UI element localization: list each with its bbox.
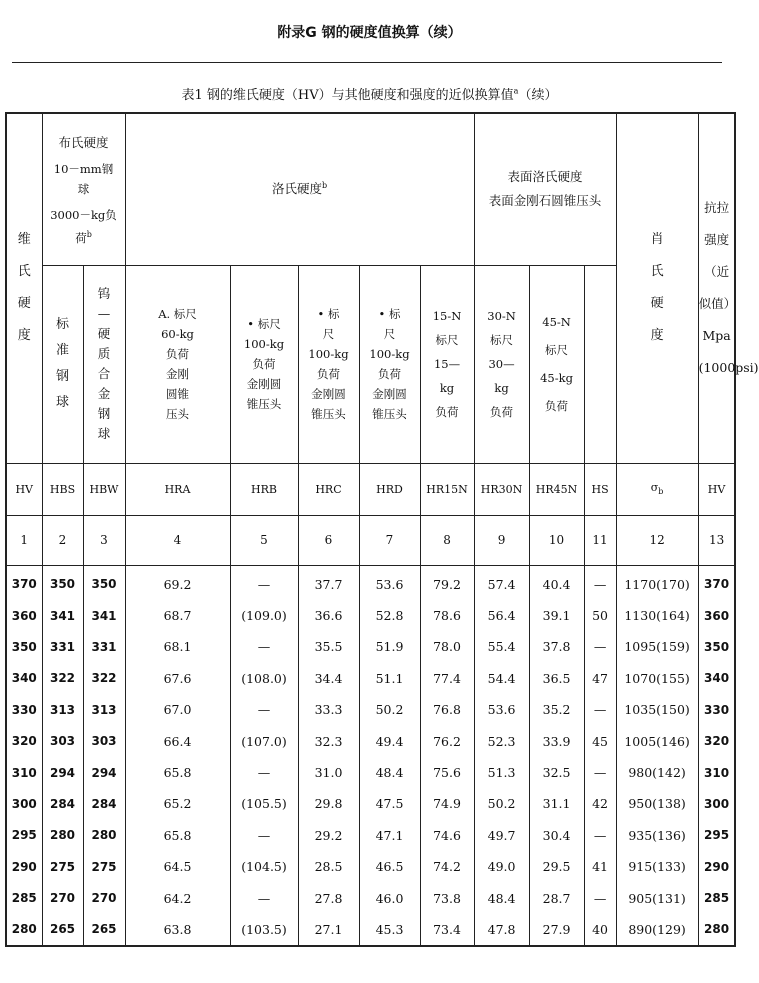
code-cell: HV	[6, 463, 42, 515]
table-cell: 33.9	[529, 725, 584, 756]
table-cell: 29.5	[529, 851, 584, 882]
shore-header	[616, 113, 698, 463]
hra-line: 金刚	[166, 367, 189, 381]
brinell-load: 3000－kg负荷$^b$	[50, 207, 117, 245]
table-cell: —	[230, 631, 298, 662]
table-cell: —	[584, 757, 616, 788]
code-cell: HV	[698, 463, 735, 515]
table-cell: 915(133)	[616, 851, 698, 882]
code-cell: HR15N	[420, 463, 474, 515]
hbw-line: 硬	[97, 326, 111, 341]
table-cell: 370	[698, 569, 735, 600]
table-cell: —	[584, 631, 616, 662]
table-cell: 270	[83, 882, 125, 913]
table-cell: 330	[6, 694, 42, 725]
hr15n-line: 负荷	[435, 405, 459, 419]
table-cell: 29.8	[298, 788, 359, 819]
table-cell: 47.5	[359, 788, 420, 819]
table-cell: 76.2	[420, 725, 474, 756]
table-cell: —	[584, 820, 616, 851]
table-row	[6, 788, 735, 819]
table-cell: 41	[584, 851, 616, 882]
shore-line: 度	[650, 328, 664, 344]
table-cell: 74.9	[420, 788, 474, 819]
table-cell: 57.4	[474, 569, 529, 600]
table-cell: 46.0	[359, 882, 420, 913]
tensile-line: （近似值）	[698, 264, 737, 312]
surface-sub: 表面金刚石圆锥压头	[488, 193, 602, 209]
table-cell: —	[230, 569, 298, 600]
table-cell: (107.0)	[230, 725, 298, 756]
table-cell: 65.8	[125, 757, 230, 788]
table-cell: 49.0	[474, 851, 529, 882]
table-row	[6, 569, 735, 600]
table-cell: —	[230, 820, 298, 851]
hra-header	[125, 265, 230, 463]
table-cell: 350	[83, 569, 125, 600]
table-cell: 284	[83, 788, 125, 819]
caption-suffix: （续）	[518, 88, 558, 103]
hr45n-line: 45-kg	[540, 371, 573, 385]
table-cell: 1095(159)	[616, 631, 698, 662]
hrd-line: 100-kg	[369, 347, 410, 361]
table-cell: 54.4	[474, 663, 529, 694]
table-cell: 42	[584, 788, 616, 819]
table-cell: (104.5)	[230, 851, 298, 882]
column-number-cell: 4	[125, 515, 230, 565]
column-number-cell: 10	[529, 515, 584, 565]
table-cell: 47.8	[474, 914, 529, 946]
code-row	[6, 463, 735, 515]
hr45n-header	[529, 265, 584, 463]
hr30n-line: 标尺	[490, 333, 514, 347]
hbw-line: 球	[97, 426, 111, 441]
table-cell: (105.5)	[230, 788, 298, 819]
table-cell: 905(131)	[616, 882, 698, 913]
hr15n-header	[420, 265, 474, 463]
hrc-line: 100-kg	[308, 347, 349, 361]
table-cell: 73.8	[420, 882, 474, 913]
column-number-cell: 3	[83, 515, 125, 565]
table-cell: (109.0)	[230, 600, 298, 631]
hbs-line: 钢	[55, 369, 69, 384]
hr30n-line: kg	[494, 381, 509, 395]
table-cell: —	[230, 882, 298, 913]
hr45n-line: 45-N	[542, 315, 571, 329]
column-number-cell: 6	[298, 515, 359, 565]
code-cell: HBW	[83, 463, 125, 515]
table-cell: 290	[698, 851, 735, 882]
table-cell: 50	[584, 600, 616, 631]
table-cell: —	[584, 569, 616, 600]
table-cell: 64.5	[125, 851, 230, 882]
table-cell: 285	[698, 882, 735, 913]
table-cell: 320	[6, 725, 42, 756]
table-cell: 36.6	[298, 600, 359, 631]
hardness-table	[5, 112, 759, 947]
table-cell: 45	[584, 725, 616, 756]
table-cell: 300	[6, 788, 42, 819]
hr15n-line: kg	[439, 381, 455, 395]
code-cell: HS	[584, 463, 616, 515]
hra-line: 压头	[166, 407, 189, 421]
table-cell: 64.2	[125, 882, 230, 913]
table-cell: 294	[83, 757, 125, 788]
hrc-line: • 标	[317, 307, 340, 321]
tensile-header	[698, 113, 759, 463]
table-cell: 300	[698, 788, 735, 819]
table-cell: 47.1	[359, 820, 420, 851]
hrb-line: 锥压头	[246, 397, 282, 411]
table-cell: 360	[698, 600, 735, 631]
table-cell: 1170(170)	[616, 569, 698, 600]
table-cell: 51.1	[359, 663, 420, 694]
table-cell: 265	[83, 914, 125, 946]
hr45n-line: 负荷	[545, 399, 569, 413]
table-cell: 46.5	[359, 851, 420, 882]
table-cell: 275	[42, 851, 83, 882]
column-number-cell: 11	[584, 515, 616, 565]
column-number-cell: 8	[420, 515, 474, 565]
table-cell: 370	[6, 569, 42, 600]
brinell-ball: 10－mm钢球	[53, 161, 114, 196]
table-cell: 56.4	[474, 600, 529, 631]
table-cell: 341	[42, 600, 83, 631]
table-cell: —	[230, 694, 298, 725]
table-cell: 40.4	[529, 569, 584, 600]
table-cell: 303	[83, 725, 125, 756]
table-cell: 55.4	[474, 631, 529, 662]
table-cell: 35.2	[529, 694, 584, 725]
tensile-line: (1000psi)	[698, 360, 759, 376]
table-cell: 1130(164)	[616, 600, 698, 631]
table-cell: 350	[6, 631, 42, 662]
hra-line: 负荷	[166, 347, 189, 361]
table-cell: 950(138)	[616, 788, 698, 819]
table-row	[6, 757, 735, 788]
hbw-header	[83, 265, 125, 463]
hr15n-line: 15-N	[432, 309, 462, 323]
hr30n-line: 负荷	[490, 405, 514, 419]
table-cell: 360	[6, 600, 42, 631]
hr45n-line: 标尺	[545, 343, 569, 357]
code-cell: HRB	[230, 463, 298, 515]
table-cell: 284	[42, 788, 83, 819]
table-cell: 313	[83, 694, 125, 725]
column-number-cell: 13	[698, 515, 735, 565]
table-cell: 73.4	[420, 914, 474, 946]
column-number-cell: 7	[359, 515, 420, 565]
hv-left-line: 氏	[17, 264, 31, 280]
hrc-line: 金刚圆	[311, 387, 346, 401]
table-cell: 1070(155)	[616, 663, 698, 694]
table-cell: 27.1	[298, 914, 359, 946]
code-cell: $\sigma_b$	[616, 463, 698, 515]
table-cell: 322	[83, 663, 125, 694]
table-cell: 77.4	[420, 663, 474, 694]
table-row	[6, 631, 735, 662]
hra-line: A. 标尺	[158, 307, 197, 321]
table-cell: 295	[698, 820, 735, 851]
title-rule	[12, 62, 722, 63]
tensile-line: Mpa	[702, 328, 731, 344]
column-number-cell: 2	[42, 515, 83, 565]
table-cell: 50.2	[359, 694, 420, 725]
table-cell: 29.2	[298, 820, 359, 851]
table-cell: 52.3	[474, 725, 529, 756]
table-cell: 285	[6, 882, 42, 913]
table-cell: 53.6	[474, 694, 529, 725]
table-cell: 75.6	[420, 757, 474, 788]
table-row	[6, 663, 735, 694]
hr15n-line: 标尺	[435, 333, 459, 347]
table-cell: 340	[698, 663, 735, 694]
table-cell: —	[230, 757, 298, 788]
table-cell: 45.3	[359, 914, 420, 946]
brinell-title: 布氏硬度	[58, 134, 109, 150]
table-cell: —	[584, 694, 616, 725]
table-cell: 69.2	[125, 569, 230, 600]
hrb-line: 负荷	[252, 357, 276, 371]
surface-title: 表面洛氏硬度	[507, 169, 583, 185]
table-cell: 320	[698, 725, 735, 756]
hrd-line: 尺	[383, 327, 396, 341]
hbs-line: 标	[55, 317, 69, 332]
table-cell: 322	[42, 663, 83, 694]
tensile-line: 抗拉强度	[704, 200, 730, 248]
hv-left-header	[6, 113, 42, 463]
code-cell: HRC	[298, 463, 359, 515]
table-cell: 33.3	[298, 694, 359, 725]
table-cell: 1005(146)	[616, 725, 698, 756]
table-cell: 30.4	[529, 820, 584, 851]
table-row	[6, 851, 735, 882]
table-cell: (108.0)	[230, 663, 298, 694]
table-cell: 28.5	[298, 851, 359, 882]
hv-left-line: 硬	[17, 296, 31, 312]
hbs-line: 球	[55, 395, 69, 410]
hbw-line: 钢	[97, 406, 111, 421]
table-cell: 53.6	[359, 569, 420, 600]
hrd-line: 负荷	[378, 367, 401, 381]
table-cell: 32.3	[298, 725, 359, 756]
table-cell: 890(129)	[616, 914, 698, 946]
table-cell: 78.0	[420, 631, 474, 662]
table-cell: 270	[42, 882, 83, 913]
table-cell: 47	[584, 663, 616, 694]
table-cell: 49.7	[474, 820, 529, 851]
table-cell: 310	[698, 757, 735, 788]
table-cell: 66.4	[125, 725, 230, 756]
hbw-line: 合	[97, 366, 111, 381]
table-cell: 935(136)	[616, 820, 698, 851]
table-cell: 265	[42, 914, 83, 946]
table-cell: 67.0	[125, 694, 230, 725]
hbs-line: 准	[55, 343, 69, 358]
table-cell: 1035(150)	[616, 694, 698, 725]
table-cell: 350	[42, 569, 83, 600]
column-number-cell: 12	[616, 515, 698, 565]
table-cell: 37.7	[298, 569, 359, 600]
table-cell: 341	[83, 600, 125, 631]
table-row	[6, 725, 735, 756]
table-cell: 330	[698, 694, 735, 725]
hra-line: 圆锥	[166, 387, 189, 401]
brinell-header	[42, 113, 125, 265]
table-cell: 290	[6, 851, 42, 882]
table-cell: 74.2	[420, 851, 474, 882]
table-cell: 39.1	[529, 600, 584, 631]
table-cell: 51.9	[359, 631, 420, 662]
hbw-line: —	[97, 306, 111, 321]
table-cell: 280	[6, 914, 42, 946]
table-cell: 63.8	[125, 914, 230, 946]
hr30n-header	[474, 265, 529, 463]
table-cell: 40	[584, 914, 616, 946]
shore-line: 肖	[650, 232, 664, 248]
table-cell: 28.7	[529, 882, 584, 913]
hrd-line: 金刚圆	[372, 387, 407, 401]
table-cell: 280	[698, 914, 735, 946]
table-row	[6, 694, 735, 725]
table-cell: (103.5)	[230, 914, 298, 946]
table-cell: —	[584, 882, 616, 913]
table-cell: 313	[42, 694, 83, 725]
table-cell: 35.5	[298, 631, 359, 662]
hbs-header	[42, 265, 83, 463]
hr30n-line: 30-N	[487, 309, 516, 323]
code-cell: HBS	[42, 463, 83, 515]
caption-text: 表1 钢的维氏硬度（HV）与其他硬度和强度的近似换算值	[181, 88, 514, 103]
table-cell: 303	[42, 725, 83, 756]
table-cell: 48.4	[474, 882, 529, 913]
table-caption	[0, 84, 739, 103]
hrb-line: 金刚圆	[246, 377, 282, 391]
hrb-line: • 标尺	[247, 317, 281, 331]
table-row	[6, 820, 735, 851]
column-number-cell: 1	[6, 515, 42, 565]
table-cell: 980(142)	[616, 757, 698, 788]
table-cell: 36.5	[529, 663, 584, 694]
table-cell: 74.6	[420, 820, 474, 851]
table-cell: 331	[42, 631, 83, 662]
table-cell: 48.4	[359, 757, 420, 788]
table-row	[6, 914, 735, 946]
hbw-line: 金	[97, 386, 111, 401]
hbw-line: 钨	[97, 286, 111, 301]
code-cell: HRD	[359, 463, 420, 515]
table-row	[6, 882, 735, 913]
table-cell: 32.5	[529, 757, 584, 788]
page-title: 附录G 钢的硬度值换算（续）	[277, 25, 462, 41]
shore-line: 氏	[650, 264, 664, 280]
table-cell: 65.2	[125, 788, 230, 819]
table-cell: 350	[698, 631, 735, 662]
table-cell: 68.1	[125, 631, 230, 662]
table-cell: 310	[6, 757, 42, 788]
table-cell: 31.1	[529, 788, 584, 819]
table-cell: 65.8	[125, 820, 230, 851]
hrc-line: 尺	[322, 327, 335, 341]
data-body	[6, 565, 735, 946]
table-cell: 27.8	[298, 882, 359, 913]
hv-left-line: 维	[17, 232, 31, 248]
table-row	[6, 600, 735, 631]
table-cell: 78.6	[420, 600, 474, 631]
code-cell: HR30N	[474, 463, 529, 515]
hrd-line: • 标	[378, 307, 401, 321]
table-cell: 340	[6, 663, 42, 694]
table-cell: 295	[6, 820, 42, 851]
table-cell: 280	[42, 820, 83, 851]
table-cell: 34.4	[298, 663, 359, 694]
table-cell: 51.3	[474, 757, 529, 788]
table-cell: 52.8	[359, 600, 420, 631]
column-number-cell: 9	[474, 515, 529, 565]
table-cell: 27.9	[529, 914, 584, 946]
hr15n-line: 15—	[433, 357, 461, 371]
caption-sup: a	[513, 86, 519, 96]
hr30n-line: 30—	[488, 357, 515, 371]
hra-line: 60-kg	[161, 327, 194, 341]
hv-left-line: 度	[17, 328, 31, 344]
code-cell: HR45N	[529, 463, 584, 515]
table-cell: 331	[83, 631, 125, 662]
table-cell: 280	[83, 820, 125, 851]
table-cell: 68.7	[125, 600, 230, 631]
table-cell: 275	[83, 851, 125, 882]
table-cell: 49.4	[359, 725, 420, 756]
hrd-line: 锥压头	[372, 407, 407, 421]
hrb-header	[230, 265, 298, 463]
surface-rockwell-header	[474, 113, 616, 265]
sigma-subscript: b	[658, 487, 664, 497]
table-cell: 294	[42, 757, 83, 788]
table-cell: 67.6	[125, 663, 230, 694]
hrd-header	[359, 265, 420, 463]
code-cell: HRA	[125, 463, 230, 515]
number-row	[6, 515, 735, 565]
shore-line: 硬	[650, 296, 664, 312]
rockwell-header: 洛氏硬度$^b$	[125, 113, 474, 265]
hrc-header	[298, 265, 359, 463]
table-cell: 50.2	[474, 788, 529, 819]
table-cell: 31.0	[298, 757, 359, 788]
table-cell: 79.2	[420, 569, 474, 600]
hrc-line: 锥压头	[311, 407, 346, 421]
hbw-line: 质	[97, 346, 111, 361]
hrc-line: 负荷	[317, 367, 340, 381]
hrb-line: 100-kg	[243, 337, 285, 351]
column-number-cell: 5	[230, 515, 298, 565]
table-cell: 37.8	[529, 631, 584, 662]
table-cell: 76.8	[420, 694, 474, 725]
